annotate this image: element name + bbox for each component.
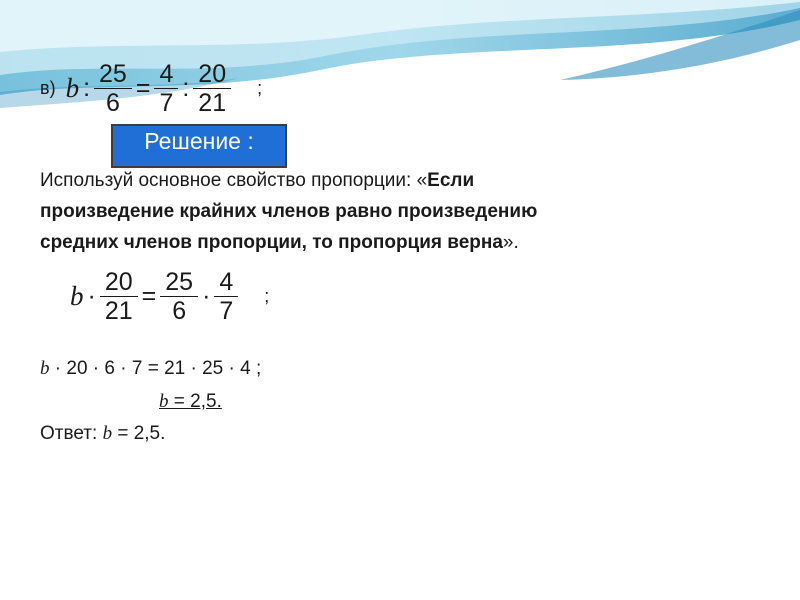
instruction-text: Используй основное свойство пропорции: « xyxy=(40,170,428,191)
variable-b: b xyxy=(70,281,84,311)
colon-operator: : xyxy=(182,74,190,102)
semicolon: ; xyxy=(264,286,270,306)
instruction-line-1 xyxy=(40,170,474,192)
numerator: 4 xyxy=(159,59,174,88)
numerator: 20 xyxy=(104,267,133,296)
dot-operator: · xyxy=(202,282,211,310)
instruction-line-3 xyxy=(40,232,519,254)
denominator: 6 xyxy=(172,296,187,325)
variable-b: b xyxy=(159,391,169,412)
denominator: 7 xyxy=(219,296,234,325)
answer-line xyxy=(40,423,165,445)
denominator: 21 xyxy=(198,88,227,117)
numerator: 25 xyxy=(99,59,127,88)
answer-label: Ответ: xyxy=(40,423,103,444)
fraction xyxy=(154,60,178,117)
solution-button-label: Решение : xyxy=(144,128,254,154)
semicolon: ; xyxy=(257,78,263,98)
solution-button[interactable] xyxy=(111,124,287,168)
variable-b: b xyxy=(40,358,50,379)
instruction-line-2: произведение крайних членов равно произведению xyxy=(40,201,538,222)
instruction-bold: Если xyxy=(427,170,475,191)
colon-operator: : xyxy=(83,74,91,102)
numerator: 20 xyxy=(198,59,227,88)
equals-operator: = xyxy=(135,74,151,102)
task-equation xyxy=(40,55,262,121)
denominator: 6 xyxy=(105,88,120,117)
denominator: 7 xyxy=(159,88,174,117)
result-text: = 2,5. xyxy=(168,391,222,412)
answer-text: = 2,5. xyxy=(112,423,166,444)
dot-operator: · xyxy=(87,282,96,310)
numerator: 4 xyxy=(219,267,234,296)
proportion-equation xyxy=(70,258,269,334)
equals-operator: = xyxy=(141,282,157,310)
numerator: 25 xyxy=(165,267,194,296)
fraction xyxy=(160,268,198,325)
fraction xyxy=(94,60,132,117)
variable-b: b xyxy=(102,423,113,444)
instruction-bold: средних членов пропорции, то пропорция верна xyxy=(40,232,503,253)
result-value xyxy=(159,391,222,413)
task-label: в) xyxy=(40,78,56,98)
fraction xyxy=(193,60,231,117)
denominator: 21 xyxy=(104,296,133,325)
fraction xyxy=(100,268,138,325)
step-text: · 20 · 6 · 7 = 21 · 25 · 4 ; xyxy=(49,358,262,379)
instruction-text: ». xyxy=(502,232,519,253)
fraction xyxy=(214,268,238,325)
variable-b: b xyxy=(65,73,80,103)
computation-step xyxy=(40,358,261,380)
